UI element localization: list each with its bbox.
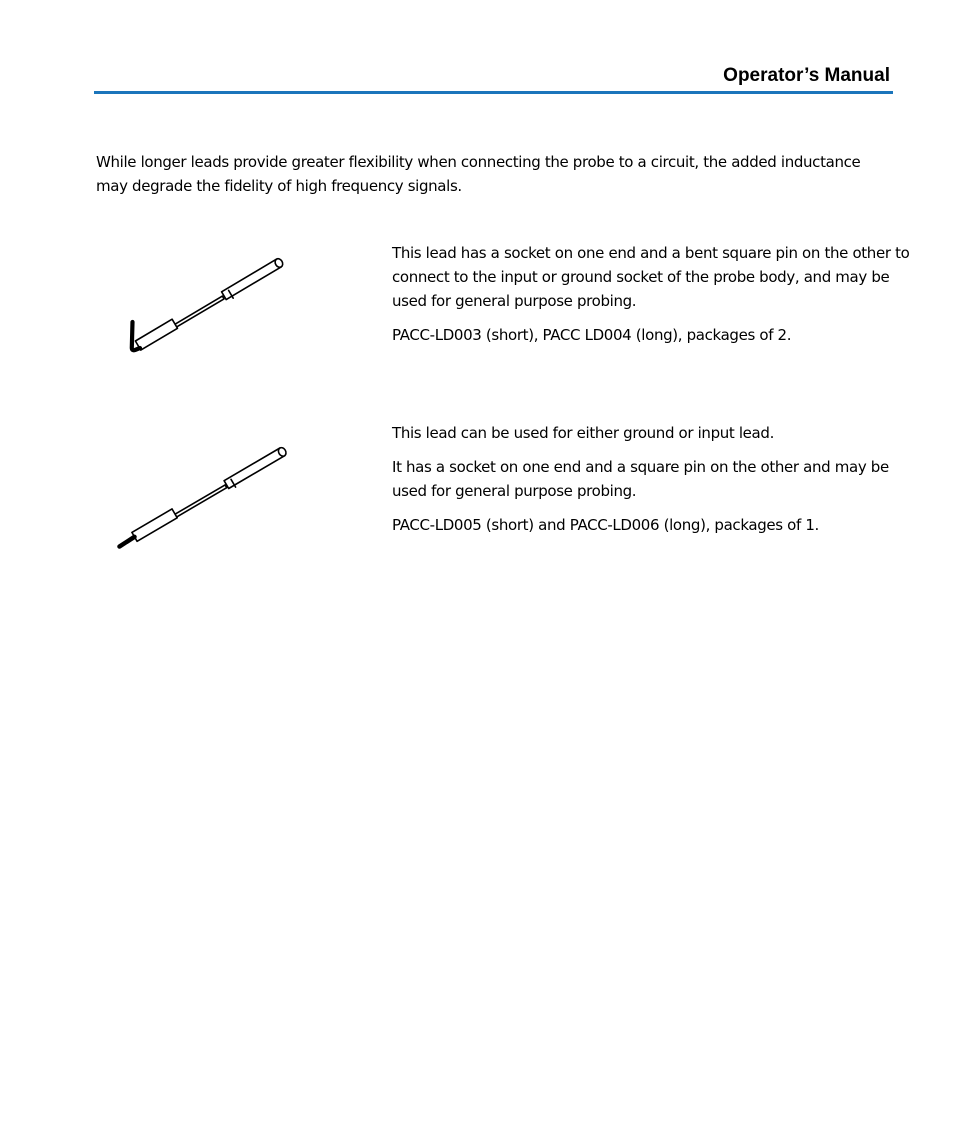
header-rule [94, 91, 893, 94]
part-numbers-text: PACC-LD005 (short) and PACC-LD006 (long), packages of 1. [392, 516, 819, 534]
bent-pin-lead-icon [118, 252, 298, 362]
part-numbers-text: PACC-LD003 (short), PACC LD004 (long), packages of 2. [392, 326, 792, 344]
lead-description-text: This lead has a socket on one end and a bent square pin on the other to connect to the input or ground socket of the probe body, and may be used for general purpose probing. [392, 244, 910, 310]
intro-paragraph: While longer leads provide greater flexibility when connecting the probe to a circuit, the added inductance may degrade the fidelity of high frequency signals. [96, 153, 861, 195]
lead-description-text: This lead can be used for either ground or input lead. [392, 424, 774, 442]
lead-description-bent-pin [392, 241, 922, 357]
page-header-title: Operator’s Manual [723, 65, 890, 86]
lead-description-text: It has a socket on one end and a square pin on the other and may be used for general purpose probing. [392, 458, 889, 500]
straight-pin-lead-icon [114, 446, 299, 556]
lead-description-straight-pin [392, 421, 922, 547]
